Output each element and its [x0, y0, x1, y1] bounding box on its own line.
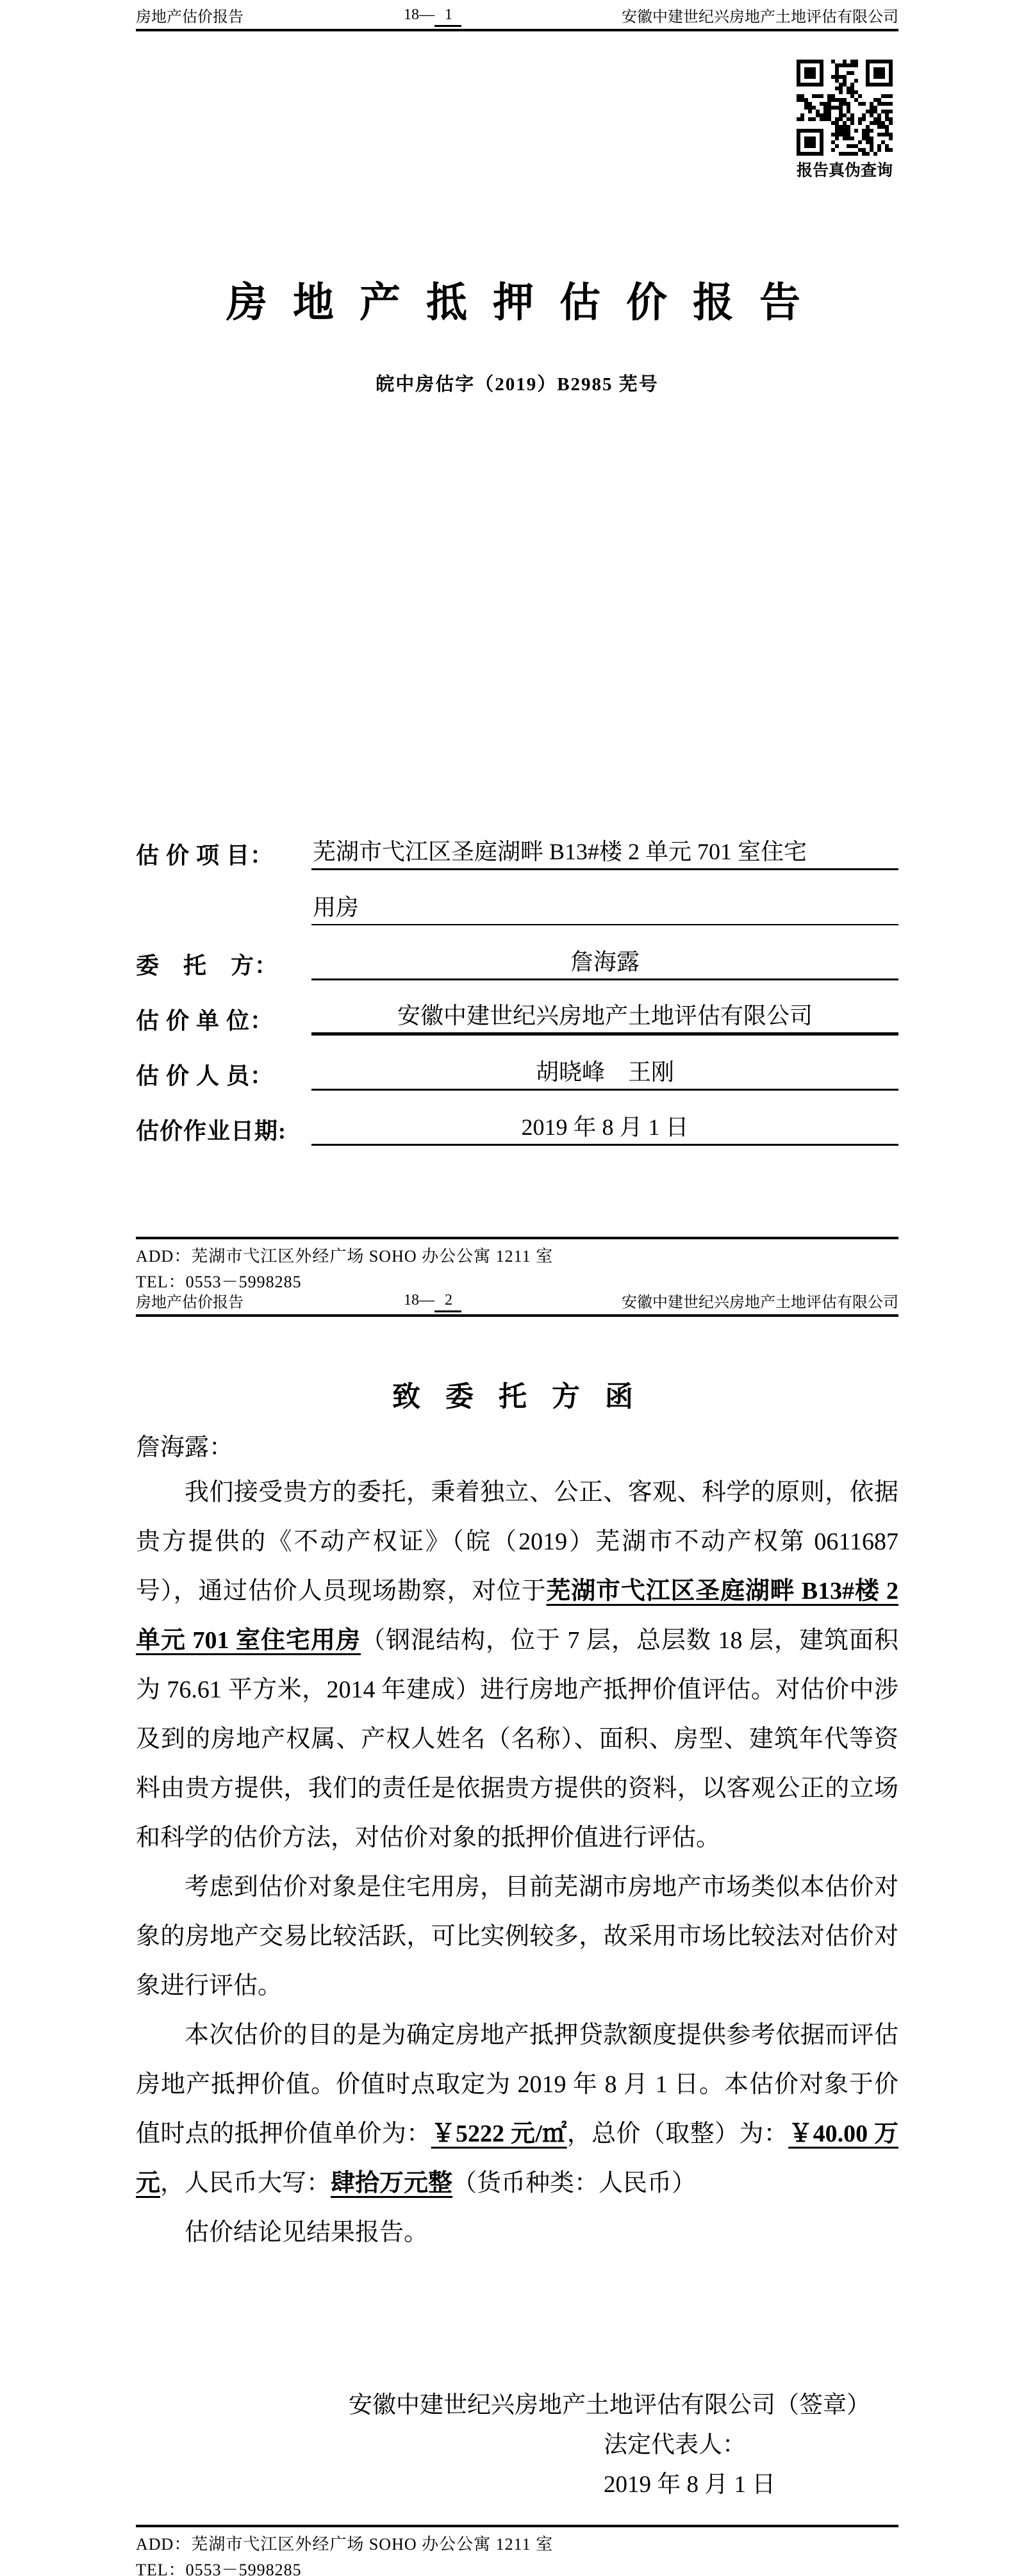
letter-title: 致 委 托 方 函	[392, 1381, 642, 1412]
field-label: 委 托 方：	[136, 953, 279, 978]
page-footer	[136, 1237, 898, 1288]
footer-rule	[136, 2525, 898, 2527]
footer-address: ADD：芜湖市弋江区外经广场 SOHO 办公公寓 1211 室	[136, 1247, 554, 1266]
field-value: 安徽中建世纪兴房地产土地评估有限公司	[311, 998, 898, 1036]
text-run: 考虑到估价对象是住宅用房，目前芜湖市房地产市场类似本估价对象的房地产交易比较活跃，可比实例较多，故采用市场比较法对估价对象进行评估。	[136, 1874, 898, 1999]
qr-verification-block	[797, 60, 893, 181]
cover-fields	[136, 838, 898, 1146]
field-row-client	[136, 948, 898, 980]
paragraph-appraisal-basis	[136, 1468, 898, 1863]
paragraph-conclusion-note	[136, 2208, 898, 2258]
field-value-continued: 用房	[311, 889, 898, 925]
footer-address: ADD：芜湖市弋江区外经广场 SOHO 办公公寓 1211 室	[136, 2535, 554, 2554]
text-run: 本次估价的目的是为确定房地产抵押贷款额度提供参考依据而评估房地产抵押价值。价值时点取定为 2019 年 8 月 1 日。本估价对象于价值时点的抵押价值单价为：	[136, 2022, 898, 2147]
qr-code-image	[797, 60, 893, 156]
closing-date: 2019 年 8 月 1 日	[604, 2472, 776, 2498]
paragraph-valuation-result	[136, 2011, 898, 2208]
text-run-unit-price: ￥5222 元/㎡	[431, 2120, 567, 2147]
text-run: （货币种类：人民币）	[452, 2170, 697, 2197]
field-row-appraisers	[136, 1059, 898, 1091]
page-header	[136, 0, 898, 27]
field-label: 估 价 人 员：	[136, 1063, 274, 1089]
field-label: 估 价 项 目：	[136, 843, 274, 868]
page-header	[136, 1288, 898, 1312]
field-row-project	[136, 838, 898, 870]
text-run-total-price: ￥40.00 万元	[136, 2120, 898, 2197]
closing-legal-representative: 法定代表人：	[604, 2432, 746, 2458]
header-rule	[136, 29, 898, 31]
page-number-value: 1	[434, 5, 461, 27]
field-row-agency	[136, 1003, 898, 1036]
letter-salutation: 詹海露：	[136, 1434, 234, 1461]
header-doc-type: 房地产估价报告	[136, 1294, 244, 1311]
letter-body	[136, 1468, 898, 2258]
footer-rule	[136, 1237, 898, 1239]
field-value: 詹海露	[311, 944, 898, 980]
page-number-prefix: 18—	[404, 1292, 434, 1309]
page-footer	[136, 2525, 898, 2576]
page-number-prefix: 18—	[404, 6, 434, 23]
field-row-date	[136, 1114, 898, 1146]
header-rule	[136, 1314, 898, 1317]
header-company-name: 安徽中建世纪兴房地产土地评估有限公司	[622, 9, 898, 26]
report-number: 皖中房估字（2019）B2985 芜号	[376, 374, 659, 395]
letter-to-client-page	[0, 1288, 1017, 2576]
footer-telephone: TEL：0553－5998285	[136, 1273, 302, 1288]
header-doc-type: 房地产估价报告	[136, 9, 244, 26]
header-page-number	[404, 1291, 461, 1312]
footer-telephone: TEL：0553－5998285	[136, 2561, 302, 2576]
field-value: 芜湖市弋江区圣庭湖畔 B13#楼 2 单元 701 室住宅	[311, 834, 898, 870]
text-run-property-name: 芜湖市弋江区圣庭湖畔 B13#楼 2 单元 701 室住宅用房	[136, 1578, 898, 1654]
field-row-project-line2	[136, 893, 898, 925]
field-value: 胡晓峰 王刚	[311, 1054, 898, 1091]
report-title: 房 地 产 抵 押 估 价 报 告	[226, 280, 808, 326]
text-run: 我们接受贵方的委托，秉着独立、公正、客观、科学的原则，依据贵方提供的《不动产权证》（皖（2019）芜湖市不动产权第 0611687 号），通过估价人员现场勘察，对位于	[136, 1479, 898, 1605]
text-run: ，人民币大写：	[160, 2170, 331, 2197]
letter-closing	[136, 2386, 898, 2505]
text-run-price-in-words: 肆拾万元整	[331, 2170, 453, 2197]
qr-caption: 报告真伪查询	[797, 162, 893, 179]
text-run: ，总价（取整）为：	[566, 2120, 789, 2147]
header-page-number	[404, 5, 461, 27]
text-run: （钢混结构，位于 7 层，总层数 18 层，建筑面积为 76.61 平方米，2014 年建成）进行房地产抵押价值评估。对估价中涉及到的房地产权属、产权人姓名（名称）、面积、房型、建筑年代等资料由贵方提供，我们的责任是依据贵方提供的资料，以客观公正的立场和科学的估价方法，对估价对象的抵押价值进行评估。	[136, 1627, 898, 1851]
field-label: 估价作业日期:	[136, 1118, 286, 1144]
field-label: 估 价 单 位：	[136, 1008, 274, 1034]
header-company-name: 安徽中建世纪兴房地产土地评估有限公司	[622, 1294, 898, 1311]
text-run: 估价结论见结果报告。	[185, 2219, 429, 2246]
closing-company-seal: 安徽中建世纪兴房地产土地评估有限公司（签章）	[349, 2392, 870, 2418]
page-number-value: 2	[434, 1291, 461, 1312]
paragraph-method	[136, 1863, 898, 2011]
field-value: 2019 年 8 月 1 日	[311, 1109, 898, 1146]
